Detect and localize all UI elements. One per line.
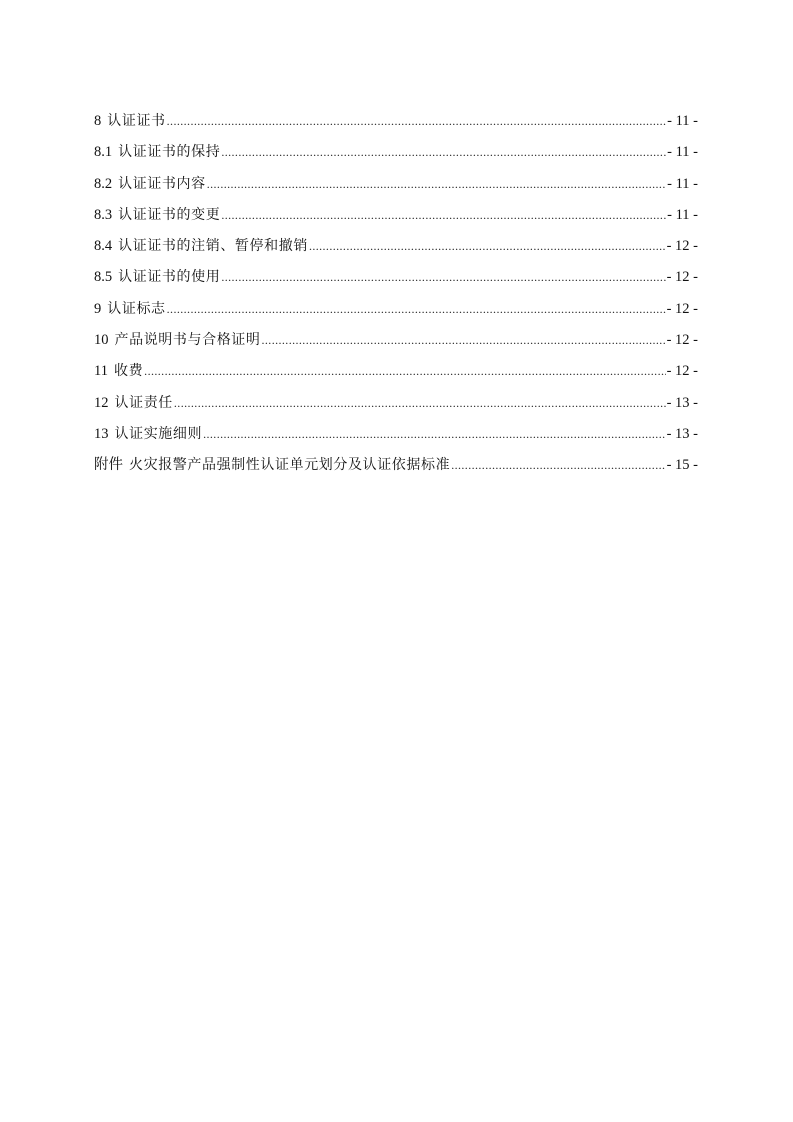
toc-entry[interactable] bbox=[94, 142, 698, 173]
toc-dot-leader bbox=[167, 111, 666, 131]
toc-dot-leader bbox=[144, 361, 665, 381]
toc-entry-title: 认证证书的注销、暂停和撤销 bbox=[118, 238, 308, 255]
toc-entry[interactable] bbox=[94, 267, 698, 298]
toc-entry[interactable] bbox=[94, 424, 698, 455]
toc-entry-number: 8.3 bbox=[94, 206, 113, 223]
toc-entry-number: 附件 bbox=[94, 457, 123, 474]
toc-entry[interactable] bbox=[94, 393, 698, 424]
toc-entry-number: 8.5 bbox=[94, 269, 113, 286]
toc-dot-leader bbox=[309, 236, 666, 256]
toc-dot-leader bbox=[203, 424, 665, 444]
toc-entry-title: 收费 bbox=[113, 363, 144, 380]
toc-entry-page: - 11 - bbox=[667, 144, 698, 161]
toc-entry-page: - 15 - bbox=[666, 457, 698, 474]
toc-entry[interactable] bbox=[94, 299, 698, 330]
toc-dot-leader bbox=[221, 267, 665, 287]
toc-entry-page: - 11 - bbox=[667, 175, 698, 192]
toc-entry-page: - 12 - bbox=[666, 238, 698, 255]
toc-entry-page: - 11 - bbox=[667, 113, 698, 129]
toc-entry-title: 认证证书的保持 bbox=[118, 144, 221, 161]
toc-entry-page: - 12 - bbox=[666, 300, 698, 317]
toc-entry-number: 11 bbox=[94, 363, 108, 380]
toc-entry-number: 13 bbox=[94, 425, 109, 442]
toc-entry-title: 认证证书 bbox=[107, 113, 166, 129]
toc-dot-leader bbox=[167, 299, 666, 319]
toc-entry-title: 认证责任 bbox=[114, 394, 173, 411]
toc-entry-number: 8.2 bbox=[94, 175, 113, 192]
toc-entry-number: 8 bbox=[94, 113, 102, 129]
toc-entry-number: 8.4 bbox=[94, 238, 113, 255]
toc-entry[interactable] bbox=[94, 361, 698, 392]
toc-entry-title: 认证证书的使用 bbox=[118, 269, 221, 286]
toc-entry-page: - 13 - bbox=[666, 425, 698, 442]
toc-entry-number: 12 bbox=[94, 394, 109, 411]
toc-entry-title: 认证实施细则 bbox=[114, 425, 203, 442]
toc-dot-leader bbox=[262, 330, 666, 350]
toc-entry-title: 产品说明书与合格证明 bbox=[114, 332, 261, 349]
table-of-contents bbox=[94, 111, 698, 487]
toc-entry-number: 9 bbox=[94, 300, 102, 317]
toc-dot-leader bbox=[174, 393, 666, 413]
toc-entry[interactable] bbox=[94, 455, 698, 486]
toc-entry[interactable] bbox=[94, 236, 698, 267]
toc-entry-page: - 12 - bbox=[666, 332, 698, 349]
toc-entry-number: 10 bbox=[94, 332, 109, 349]
toc-entry[interactable] bbox=[94, 111, 698, 142]
toc-entry-title: 认证标志 bbox=[107, 300, 166, 317]
toc-entry[interactable] bbox=[94, 330, 698, 361]
toc-dot-leader bbox=[207, 174, 666, 194]
toc-dot-leader bbox=[451, 455, 665, 475]
toc-dot-leader bbox=[221, 142, 666, 162]
toc-entry-page: - 13 - bbox=[666, 394, 698, 411]
toc-entry[interactable] bbox=[94, 174, 698, 205]
toc-entry-number: 8.1 bbox=[94, 144, 113, 161]
toc-entry-title: 认证证书内容 bbox=[118, 175, 206, 192]
toc-entry-page: - 12 - bbox=[666, 269, 698, 286]
toc-entry-page: - 12 - bbox=[666, 363, 698, 380]
toc-entry-title: 火灾报警产品强制性认证单元划分及认证依据标准 bbox=[129, 457, 451, 474]
toc-dot-leader bbox=[221, 205, 666, 225]
toc-entry-page: - 11 - bbox=[667, 206, 698, 223]
toc-entry-title: 认证证书的变更 bbox=[118, 206, 221, 223]
toc-entry[interactable] bbox=[94, 205, 698, 236]
